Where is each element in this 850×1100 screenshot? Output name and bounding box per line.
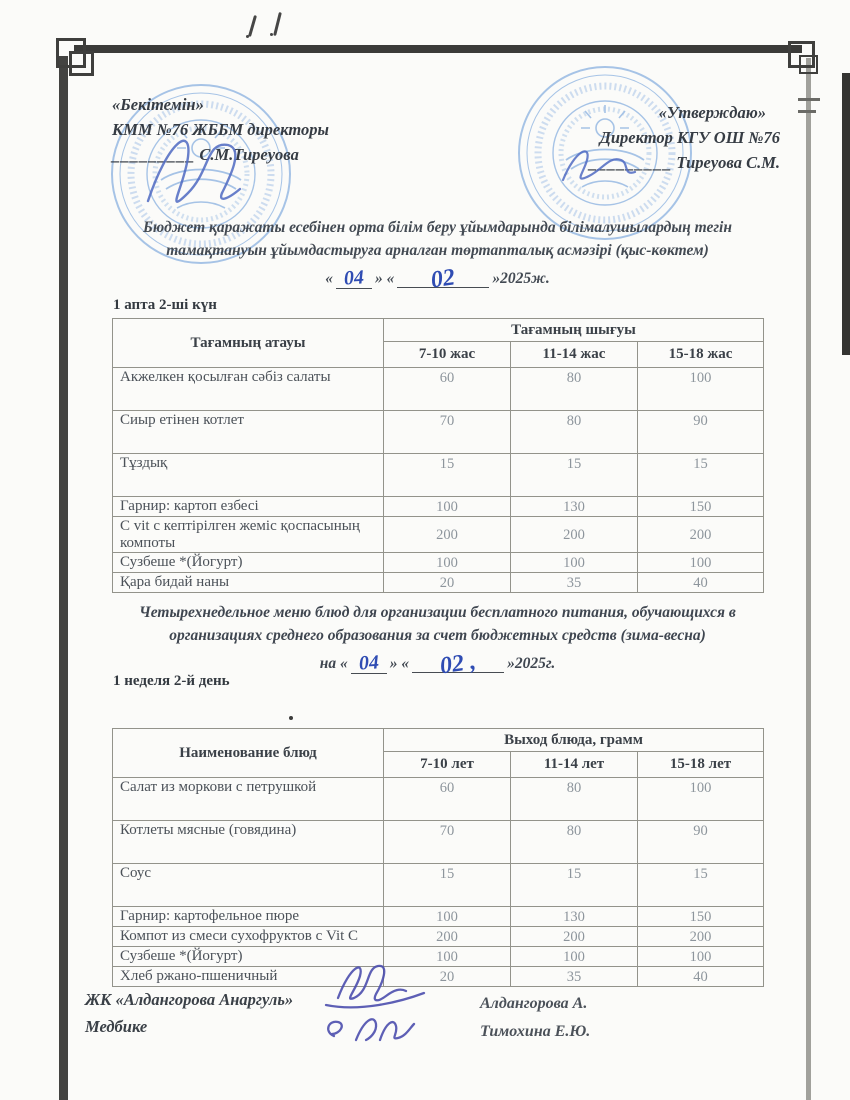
portion-value: 15: [511, 864, 638, 907]
approval-org: Директор КГУ ОШ №76: [599, 128, 780, 147]
portion-value: 100: [511, 947, 638, 967]
scan-frame-left-line: [59, 56, 68, 1100]
column-header-age: 15-18 жас: [638, 342, 764, 368]
portion-value: 15: [384, 864, 511, 907]
menu-table-kazakh: [112, 318, 764, 593]
title-line: организациях среднего образования за счет бюджетных средств (зима-весна): [169, 627, 706, 644]
dish-name: Сиыр етінен котлет: [113, 411, 384, 454]
portion-value: 60: [384, 778, 511, 821]
portion-value: 150: [638, 907, 764, 927]
portion-value: 80: [511, 368, 638, 411]
table-row: [113, 821, 764, 864]
portion-value: 80: [511, 411, 638, 454]
table-row: [113, 907, 764, 927]
scan-edge-shadow: [842, 73, 850, 355]
dish-name: Гарнир: картоп езбесі: [113, 497, 384, 517]
ink-dot-mark: [289, 716, 293, 720]
week-day-label-kazakh: 1 апта 2-ші күн: [113, 297, 217, 313]
column-header-age: 7-10 лет: [384, 752, 511, 778]
table-row: [113, 411, 764, 454]
date-year: »2025г.: [507, 655, 556, 672]
portion-value: 130: [511, 497, 638, 517]
document-title-russian: [90, 601, 785, 680]
corner-mark-top-left-inner: [69, 51, 94, 76]
footer-names-block: [480, 990, 590, 1046]
dish-name: С vit с кептірілген жеміс қоспасының компоты: [113, 517, 384, 553]
date-month-blank: [397, 264, 489, 294]
organization-name: ЖК «Алдангорова Анаргуль»: [85, 990, 294, 1009]
scan-frame-top-line: [74, 45, 802, 53]
table-row: [113, 368, 764, 411]
table-row: [113, 517, 764, 553]
stamp-signature-icon: [130, 105, 280, 225]
kk-date-line: [90, 265, 785, 295]
column-group-header: Тағамның шығуы: [384, 319, 764, 342]
dish-name: Компот из смеси сухофруктов с Vit C: [113, 927, 384, 947]
table-row: [113, 553, 764, 573]
portion-value: 20: [384, 573, 511, 593]
title-line: Бюджет қаражаты есебінен орта білім беру ұйымдарында білімалушылардың тегін: [143, 219, 732, 236]
title-line: тамақтануын ұйымдастыруға арналған төртапталық асмәзірі (қыс-көктем): [166, 242, 709, 259]
date-month-blank: [412, 648, 504, 680]
date-day-blank: [336, 266, 372, 289]
dish-name: Соус: [113, 864, 384, 907]
portion-value: 150: [638, 497, 764, 517]
table-row: [113, 454, 764, 497]
dish-name: Акжелкен қосылған сәбіз салаты: [113, 368, 384, 411]
portion-value: 100: [638, 368, 764, 411]
quote-mark: «: [325, 270, 333, 287]
pencil-dot-mark: [270, 33, 273, 36]
stamp-signature-icon: [545, 128, 665, 198]
pencil-stroke-mark: [273, 12, 282, 36]
quote-mark: » «: [374, 270, 395, 287]
approver-name: Тиреуова С.М.: [676, 153, 780, 172]
handwritten-day: 04: [357, 651, 380, 675]
column-group-header: Выход блюда, грамм: [384, 729, 764, 752]
date-year: »2025ж.: [492, 270, 550, 287]
table-row: [113, 778, 764, 821]
portion-value: 100: [638, 778, 764, 821]
table-row: [113, 864, 764, 907]
portion-value: 90: [638, 411, 764, 454]
portion-value: 100: [384, 553, 511, 573]
corner-mark-top-right-inner: [799, 55, 818, 74]
dish-name: Тұздық: [113, 454, 384, 497]
portion-value: 200: [384, 517, 511, 553]
portion-value: 100: [511, 553, 638, 573]
portion-value: 35: [511, 573, 638, 593]
approver-name: С.М.Тиреуова: [199, 145, 299, 164]
portion-value: 130: [511, 907, 638, 927]
signature-blank: _________: [589, 153, 673, 172]
table-row: [113, 573, 764, 593]
week-day-label-russian: 1 неделя 2-й день: [113, 673, 230, 689]
portion-value: 15: [384, 454, 511, 497]
dish-name: Хлеб ржано-пшеничный: [113, 967, 384, 987]
dish-name: Қара бидай наны: [113, 573, 384, 593]
portion-value: 80: [511, 821, 638, 864]
menu-table-russian: [112, 728, 764, 987]
dish-name: Гарнир: картофельное пюре: [113, 907, 384, 927]
portion-value: 60: [384, 368, 511, 411]
document-title-kazakh: [90, 216, 785, 295]
column-header-age: 11-14 лет: [511, 752, 638, 778]
column-header-dish: Тағамның атауы: [113, 319, 384, 368]
pencil-stroke-mark: [248, 15, 257, 37]
handwritten-month: 02: [429, 264, 457, 294]
portion-value: 40: [638, 967, 764, 987]
portion-value: 15: [638, 454, 764, 497]
portion-value: 200: [511, 517, 638, 553]
dish-name: Салат из моркови с петрушкой: [113, 778, 384, 821]
table-row: [113, 497, 764, 517]
dish-name: Сузбеше *(Йогурт): [113, 553, 384, 573]
handwritten-month: 02 ,: [438, 648, 478, 680]
title-line: Четырехнедельное меню блюд для организации бесплатного питания, обучающихся в: [139, 604, 736, 621]
approval-word: «Утверждаю»: [658, 103, 766, 122]
footer-organization-block: [85, 986, 293, 1040]
column-header-dish: Наименование блюд: [113, 729, 384, 778]
footer-signatures-icon: [318, 958, 453, 1054]
dish-name: Сузбеше *(Йогурт): [113, 947, 384, 967]
portion-value: 200: [638, 517, 764, 553]
portion-value: 20: [384, 967, 511, 987]
portion-value: 100: [638, 553, 764, 573]
scan-tick-mark: [798, 110, 816, 113]
signer-name: Тимохина Е.Ю.: [480, 1023, 591, 1040]
table-row: [113, 927, 764, 947]
portion-value: 200: [638, 927, 764, 947]
signer-name: Алдангорова А.: [480, 995, 588, 1012]
portion-value: 70: [384, 821, 511, 864]
date-prefix: на: [319, 655, 340, 672]
portion-value: 15: [511, 454, 638, 497]
portion-value: 15: [638, 864, 764, 907]
portion-value: 100: [384, 907, 511, 927]
column-header-age: 15-18 лет: [638, 752, 764, 778]
portion-value: 40: [638, 573, 764, 593]
scan-tick-mark: [798, 98, 820, 101]
column-header-age: 11-14 жас: [511, 342, 638, 368]
portion-value: 80: [511, 778, 638, 821]
portion-value: 90: [638, 821, 764, 864]
portion-value: 100: [384, 947, 511, 967]
handwritten-day: 04: [343, 266, 365, 290]
approval-word: «Бекітемін»: [112, 95, 204, 114]
approval-org: КММ №76 ЖББМ директоры: [112, 120, 329, 139]
column-header-age: 7-10 жас: [384, 342, 511, 368]
date-day-blank: [351, 651, 387, 674]
pencil-dot-mark: [246, 35, 249, 38]
quote-mark: «: [339, 655, 348, 672]
role-label: Медбике: [85, 1017, 148, 1036]
portion-value: 200: [511, 927, 638, 947]
portion-value: 70: [384, 411, 511, 454]
quote-mark: » «: [389, 655, 410, 672]
dish-name: Котлеты мясные (говядина): [113, 821, 384, 864]
signature-blank: _________: [112, 145, 196, 164]
portion-value: 35: [511, 967, 638, 987]
portion-value: 100: [384, 497, 511, 517]
portion-value: 100: [638, 947, 764, 967]
portion-value: 200: [384, 927, 511, 947]
scan-frame-right-line: [806, 58, 811, 1100]
